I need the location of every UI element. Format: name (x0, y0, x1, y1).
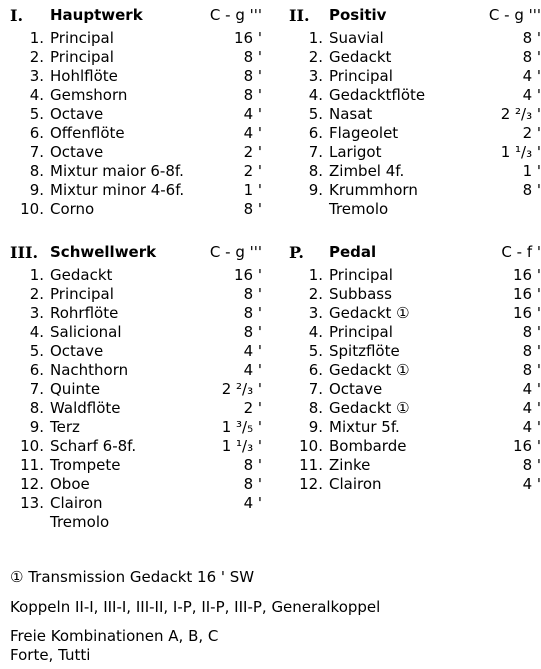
stop-row (10, 513, 262, 532)
stop-pitch: 4 ' (522, 399, 541, 417)
stop-pitch: 8 ' (522, 48, 541, 66)
stop-number: 7. (308, 143, 323, 161)
stop-number: 5. (29, 105, 44, 123)
stop-pitch: 8 ' (243, 475, 262, 493)
stop-name: Principal (329, 67, 393, 85)
stop-row (10, 380, 262, 399)
division-title: Schwellwerk (50, 243, 157, 261)
stop-row (10, 437, 262, 456)
stop-row (10, 475, 262, 494)
stop-name: Principal (50, 285, 114, 303)
stop-name: Principal (329, 266, 393, 284)
division-compass: C - g ''' (488, 6, 541, 24)
stop-row (10, 29, 262, 48)
stop-pitch: 8 ' (243, 323, 262, 341)
stop-name: Gedackt ① (329, 361, 410, 379)
stop-row (10, 181, 262, 200)
stop-number: 12. (20, 475, 44, 493)
stop-pitch: 8 ' (522, 29, 541, 47)
stop-row (289, 361, 541, 380)
stop-pitch: 16 ' (234, 29, 262, 47)
stop-row (10, 494, 262, 513)
stop-number: 5. (29, 342, 44, 360)
stop-list (289, 266, 541, 494)
stop-pitch: 1 ¹/₃ ' (500, 143, 541, 161)
stop-pitch: 8 ' (522, 323, 541, 341)
stop-number: 6. (29, 361, 44, 379)
stop-row (10, 361, 262, 380)
stop-name: Spitzflöte (329, 342, 400, 360)
stop-number: 12. (299, 475, 323, 493)
stop-row (289, 266, 541, 285)
stop-name: Krummhorn (329, 181, 418, 199)
stop-pitch: 2 ' (243, 162, 262, 180)
stop-name: Terz (50, 418, 80, 436)
stop-row (289, 124, 541, 143)
stop-pitch: 2 ²/₃ ' (500, 105, 541, 123)
stop-name: Rohrflöte (50, 304, 119, 322)
stop-row (10, 48, 262, 67)
stop-name: Octave (329, 380, 383, 398)
stop-row (10, 67, 262, 86)
stop-name: Tremolo (50, 513, 110, 531)
stop-list (289, 29, 541, 219)
stop-name: Principal (50, 29, 114, 47)
stop-row (289, 304, 541, 323)
stop-number: 7. (308, 380, 323, 398)
stop-name: Subbass (329, 285, 392, 303)
stop-row (10, 143, 262, 162)
stop-row (289, 86, 541, 105)
stop-pitch: 2 ' (243, 143, 262, 161)
stop-name: Clairon (50, 494, 103, 512)
stop-pitch: 8 ' (243, 48, 262, 66)
division-schwellwerk (10, 243, 262, 532)
stop-pitch: 8 ' (522, 456, 541, 474)
stop-pitch: 8 ' (522, 361, 541, 379)
stop-name: Principal (329, 323, 393, 341)
stop-row (289, 418, 541, 437)
stop-row (10, 200, 262, 219)
stop-number: 9. (308, 418, 323, 436)
stop-name: Octave (50, 105, 104, 123)
division-title: Pedal (329, 243, 377, 261)
stop-pitch: 8 ' (243, 456, 262, 474)
stop-number: 7. (29, 143, 44, 161)
stop-number: 1. (308, 266, 323, 284)
stop-number: 1. (29, 29, 44, 47)
stop-number: 6. (29, 124, 44, 142)
stop-name: Mixtur maior 6-8f. (50, 162, 184, 180)
stop-pitch: 8 ' (522, 342, 541, 360)
stop-name: Waldflöte (50, 399, 121, 417)
stop-number: 1. (29, 266, 44, 284)
stop-row (289, 143, 541, 162)
stop-name: Bombarde (329, 437, 407, 455)
stop-name: Principal (50, 48, 114, 66)
stop-list (10, 29, 262, 219)
stop-number: 5. (308, 105, 323, 123)
stop-row (10, 285, 262, 304)
stop-row (289, 323, 541, 342)
division-compass: C - g ''' (209, 243, 262, 261)
stop-name: Flageolet (329, 124, 399, 142)
stop-pitch: 4 ' (522, 86, 541, 104)
stop-row (10, 162, 262, 181)
stop-name: Hohlflöte (50, 67, 118, 85)
stop-name: Mixtur 5f. (329, 418, 400, 436)
stop-pitch: 4 ' (522, 67, 541, 85)
stop-name: Nachthorn (50, 361, 129, 379)
stop-row (10, 124, 262, 143)
couplers-line: Koppeln II-I, III-I, III-II, I-P, II-P, III-P, Generalkoppel (10, 598, 381, 616)
division-header (10, 6, 262, 29)
stop-pitch: 16 ' (234, 266, 262, 284)
stop-pitch: 4 ' (522, 418, 541, 436)
stop-name: Salicional (50, 323, 122, 341)
stop-row (289, 285, 541, 304)
stop-name: Quinte (50, 380, 101, 398)
stop-number: 2. (308, 48, 323, 66)
stop-row (289, 399, 541, 418)
stop-row (10, 418, 262, 437)
stop-row (289, 181, 541, 200)
division-compass: C - g ''' (209, 6, 262, 24)
division-title: Hauptwerk (50, 6, 143, 24)
stop-name: Gemshorn (50, 86, 128, 104)
stop-row (289, 200, 541, 219)
stop-number: 2. (29, 48, 44, 66)
stop-number: 3. (308, 67, 323, 85)
stop-pitch: 8 ' (243, 67, 262, 85)
stop-number: 9. (29, 418, 44, 436)
stop-name: Larigot (329, 143, 382, 161)
stop-name: Gedacktflöte (329, 86, 426, 104)
stop-number: 6. (308, 124, 323, 142)
stop-row (10, 456, 262, 475)
stop-name: Suavial (329, 29, 384, 47)
stop-number: 7. (29, 380, 44, 398)
stop-number: 11. (20, 456, 44, 474)
division-title: Positiv (329, 6, 387, 24)
division-numeral: I. (10, 6, 24, 25)
stop-name: Gedackt ① (329, 304, 410, 322)
stop-row (289, 162, 541, 181)
stop-number: 3. (29, 304, 44, 322)
presets-line: Forte, Tutti (10, 646, 91, 664)
stop-number: 13. (20, 494, 44, 512)
stop-pitch: 8 ' (243, 86, 262, 104)
stop-pitch: 4 ' (243, 105, 262, 123)
stop-name: Oboe (50, 475, 90, 493)
transmission-note: ① Transmission Gedackt 16 ' SW (10, 568, 255, 586)
stop-name: Clairon (329, 475, 382, 493)
stop-pitch: 1 ' (522, 162, 541, 180)
stop-name: Zimbel 4f. (329, 162, 405, 180)
stop-row (10, 304, 262, 323)
stop-pitch: 1 ' (243, 181, 262, 199)
stop-row (289, 380, 541, 399)
stop-row (289, 475, 541, 494)
stop-pitch: 16 ' (513, 437, 541, 455)
stop-row (289, 342, 541, 361)
stop-name: Gedackt ① (329, 399, 410, 417)
stop-name: Nasat (329, 105, 373, 123)
stop-number: 10. (20, 200, 44, 218)
stop-name: Tremolo (329, 200, 389, 218)
division-header (289, 243, 541, 266)
stop-list (10, 266, 262, 532)
stop-number: 8. (308, 399, 323, 417)
stop-row (10, 266, 262, 285)
stop-number: 8. (29, 162, 44, 180)
stop-pitch: 8 ' (522, 181, 541, 199)
stop-pitch: 4 ' (522, 380, 541, 398)
stop-number: 6. (308, 361, 323, 379)
stop-number: 1. (308, 29, 323, 47)
stop-number: 8. (29, 399, 44, 417)
stop-name: Gedackt (50, 266, 113, 284)
stop-pitch: 2 ' (522, 124, 541, 142)
stop-row (10, 86, 262, 105)
stop-pitch: 8 ' (243, 285, 262, 303)
stop-row (289, 456, 541, 475)
stop-row (10, 342, 262, 361)
stop-row (289, 67, 541, 86)
stop-number: 11. (299, 456, 323, 474)
division-hauptwerk (10, 6, 262, 219)
stop-row (289, 437, 541, 456)
stop-pitch: 8 ' (243, 200, 262, 218)
division-header (10, 243, 262, 266)
stop-number: 4. (29, 86, 44, 104)
stop-name: Offenflöte (50, 124, 125, 142)
stop-number: 4. (308, 323, 323, 341)
stop-name: Zinke (329, 456, 371, 474)
stop-row (289, 29, 541, 48)
stop-name: Octave (50, 143, 104, 161)
stop-name: Mixtur minor 4-6f. (50, 181, 185, 199)
stop-pitch: 16 ' (513, 266, 541, 284)
stop-pitch: 8 ' (243, 304, 262, 322)
division-numeral: II. (289, 6, 310, 25)
stop-pitch: 2 ²/₃ ' (221, 380, 262, 398)
stop-number: 9. (29, 181, 44, 199)
stop-number: 2. (308, 285, 323, 303)
division-compass: C - f ' (501, 243, 541, 261)
stop-pitch: 4 ' (243, 342, 262, 360)
division-numeral: P. (289, 243, 304, 262)
stop-name: Trompete (50, 456, 121, 474)
stop-name: Gedackt (329, 48, 392, 66)
stop-number: 3. (29, 67, 44, 85)
stop-name: Corno (50, 200, 95, 218)
stop-pitch: 1 ³/₅ ' (221, 418, 262, 436)
stop-row (289, 105, 541, 124)
division-numeral: III. (10, 243, 39, 262)
stop-pitch: 16 ' (513, 304, 541, 322)
stop-pitch: 4 ' (522, 475, 541, 493)
stop-name: Octave (50, 342, 104, 360)
division-header (289, 6, 541, 29)
division-pedal (289, 243, 541, 494)
stop-number: 10. (299, 437, 323, 455)
stop-row (10, 399, 262, 418)
stop-number: 9. (308, 181, 323, 199)
stop-row (10, 105, 262, 124)
stop-number: 8. (308, 162, 323, 180)
stop-pitch: 2 ' (243, 399, 262, 417)
stop-row (289, 48, 541, 67)
stop-pitch: 1 ¹/₃ ' (221, 437, 262, 455)
division-positiv (289, 6, 541, 219)
stop-number: 5. (308, 342, 323, 360)
stop-pitch: 4 ' (243, 124, 262, 142)
stop-number: 10. (20, 437, 44, 455)
stop-row (10, 323, 262, 342)
stop-name: Scharf 6-8f. (50, 437, 137, 455)
stop-number: 4. (29, 323, 44, 341)
combinations-line: Freie Kombinationen A, B, C (10, 627, 219, 645)
stop-number: 4. (308, 86, 323, 104)
stop-number: 2. (29, 285, 44, 303)
stop-pitch: 4 ' (243, 361, 262, 379)
stop-number: 3. (308, 304, 323, 322)
stop-pitch: 16 ' (513, 285, 541, 303)
stop-pitch: 4 ' (243, 494, 262, 512)
